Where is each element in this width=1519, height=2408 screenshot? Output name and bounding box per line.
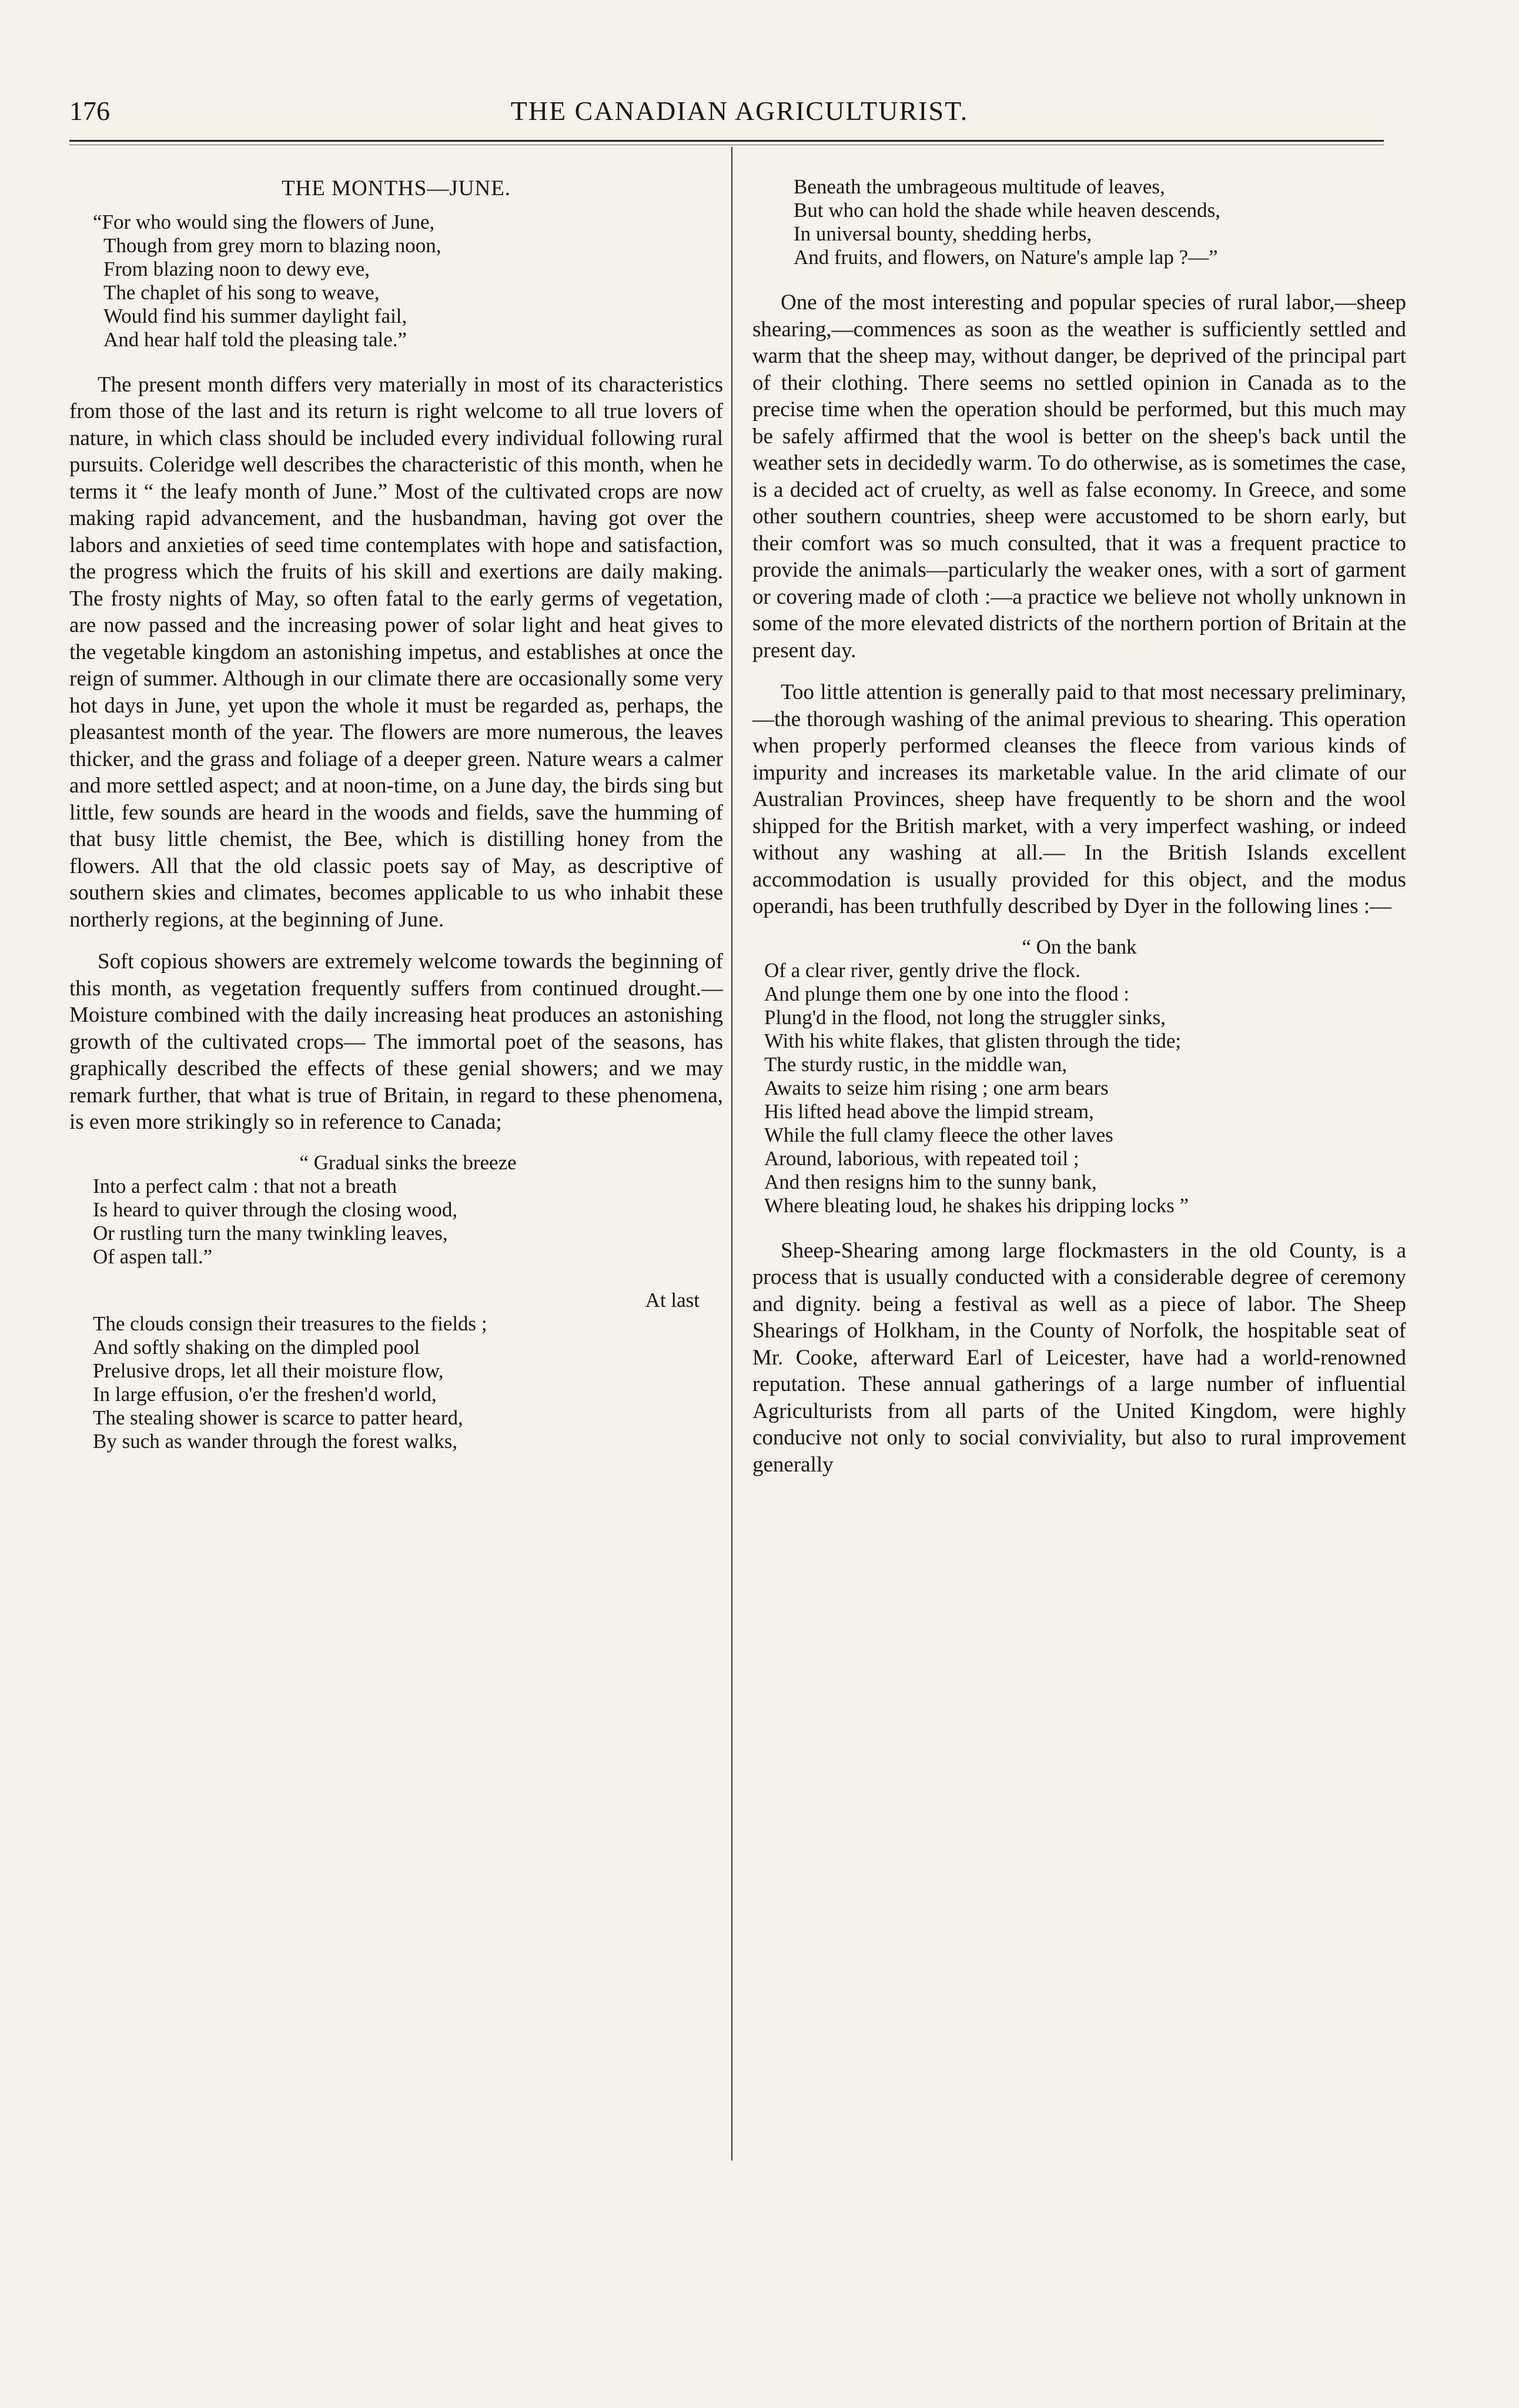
dyer-verse: [752, 935, 1406, 1218]
running-head: THE CANADIAN AGRICULTURIST.: [510, 96, 969, 126]
verse-line: And then resigns him to the sunny bank,: [764, 1170, 1097, 1193]
right-column: [752, 152, 1406, 1493]
page-number: 176: [69, 96, 110, 126]
paragraph: Soft copious showers are extremely welcome towards the beginning of this month, as vegetation frequently suffers from continued drought.—Moisture combined with the daily increasing heat produces an astonishing growth of the cultivated crops— The immortal poet of the seasons, has graphically described the effects of these genial showers; and we may remark further, that what is true of Britain, in regard to these phenomena, is even more strikingly so in reference to Canada;: [69, 949, 723, 1134]
page-header: [69, 95, 1410, 136]
paragraph: Sheep-Shearing among large flockmasters in the old County, is a process that is usually conducted with a considerable degree of ceremony and dignity. being a festival as well as a piece of labor. The Sheep Shearings of Holkham, in the County of Norfolk, the hospitable seat of Mr. Cooke, afterward Earl of Leicester, have had a world-renowned reputation. These annual gatherings of a large number of influential Agriculturists from all parts of the United Kingdom, were highly conducive not only to social conviviality, but also to rural improvement generally: [752, 1238, 1406, 1477]
verse-line: Where bleating loud, he shakes his dripping locks ”: [764, 1193, 1189, 1217]
paragraph: One of the most interesting and popular species of rural labor,—sheep shearing,—commences as soon as the weather is sufficiently settled and warm that the sheep may, without danger, be deprived of the principal part of their clothing. There seems no settled opinion in Canada as to the precise time when the operation should be performed, but this much may be safely affirmed that the wool is better on the sheep's back until the weather sets in decidedly warm. To do otherwise, as is sometimes the case, is a decided act of cruelty, as well as false economy. In Greece, and some other southern countries, sheep were accustomed to be shorn early, but their comfort was so much consulted, that it was a frequent practice to provide the animals—particularly the weaker ones, with a sort of garment or covering made of cloth :—a practice we believe not wholly unknown in some of the more elevated districts of the northern portion of Britain at the present day.: [752, 290, 1406, 663]
paragraph: The present month differs very materially in most of its characteristics from those of the last and its return is right welcome to all true lovers of nature, in which class should be included every individual following rural pursuits. Coleridge well describes the characteristic of this month, when he terms it “ the leafy month of June.” Most of the cultivated crops are now making rapid advancement, and the husbandman, having got over the labors and anxieties of seed time contemplates with hope and satisfaction, the progress which the fruits of his skill and exertions are daily making. The frosty nights of May, so often fatal to the early germs of vegetation, are now passed and the increasing power of solar light and heat gives to the vegetable kingdom an astonishing impetus, and establishes at once the reign of summer. Although in our climate there are occasionally some very hot days in June, yet upon the whole it must be regarded as, perhaps, the pleasantest month of the year. The flowers are more numerous, the leaves thicker, and the grass and foliage of a deeper green. Nature wears a calmer and more settled aspect; and at noon-time, on a June day, the birds sing but little, few sounds are heard in the woods and fields, save the humming of that busy little chemist, the Bee, which is distilling honey from the flowers. All that the old classic poets say of May, as descriptive of southern skies and climates, becomes applicable to us who inhabit these northerly regions, at the beginning of June.: [69, 372, 723, 932]
verse-line: And hear half told the pleasing tale.”: [103, 327, 407, 351]
verse-line: Into a perfect calm : that not a breath: [93, 1174, 397, 1198]
verse-line: Beneath the umbrageous multitude of leaves,: [794, 175, 1165, 198]
verse-line: “ Gradual sinks the breeze: [299, 1151, 517, 1174]
verse-line: Would find his summer daylight fail,: [103, 304, 407, 327]
verse-line: The clouds consign their treasures to the fields ;: [93, 1312, 487, 1335]
opening-verse: [69, 210, 723, 352]
thomson-verse-continued: [69, 1289, 723, 1453]
thomson-verse: [69, 1151, 723, 1269]
verse-line: And fruits, and flowers, on Nature's ample lap ?—”: [794, 246, 1218, 269]
article-title: THE MONTHS—JUNE.: [281, 176, 511, 200]
verse-line: Prelusive drops, let all their moisture flow,: [93, 1359, 444, 1382]
verse-line: In large effusion, o'er the freshen'd world,: [93, 1382, 437, 1406]
verse-line: And softly shaking on the dimpled pool: [93, 1335, 420, 1359]
verse-line: The chaplet of his song to weave,: [103, 280, 380, 304]
header-rule: [69, 140, 1384, 142]
verse-line: Or rustling turn the many twinkling leaves,: [93, 1221, 448, 1245]
verse-line: Though from grey morn to blazing noon,: [103, 233, 441, 257]
verse-line: “For who would sing the flowers of June,: [93, 210, 435, 233]
verse-line: Awaits to seize him rising ; one arm bears: [764, 1076, 1109, 1099]
verse-line: Of aspen tall.”: [93, 1245, 213, 1268]
column-divider: [731, 147, 732, 2160]
verse-line: And plunge them one by one into the flood :: [764, 982, 1130, 1005]
verse-line: In universal bounty, shedding herbs,: [794, 222, 1092, 245]
verse-line: With his white flakes, that glisten through the tide;: [764, 1029, 1182, 1052]
thomson-verse-end: [752, 175, 1406, 269]
verse-line: From blazing noon to dewy eve,: [103, 257, 370, 280]
verse-line: Of a clear river, gently drive the flock.: [764, 958, 1080, 982]
verse-line: By such as wander through the forest walks,: [93, 1429, 458, 1453]
verse-line: The stealing shower is scarce to patter heard,: [93, 1406, 463, 1429]
verse-line: At last: [645, 1288, 700, 1312]
paragraph: Too little attention is generally paid to that most necessary preliminary,—the thorough washing of the animal previous to shearing. This operation when properly performed cleanses the fleece from various kinds of impurity and increases its marketable value. In the arid climate of our Australian Provinces, sheep have frequently to be shorn and the wool shipped for the British market, with a very imperfect washing, or indeed without any washing at all.— In the British Islands excellent accommodation is usually provided for this object, and the modus operandi, has been truthfully described by Dyer in the following lines :—: [752, 680, 1406, 918]
verse-line: Is heard to quiver through the closing wood,: [93, 1198, 458, 1221]
verse-line: But who can hold the shade while heaven descends,: [794, 199, 1221, 222]
verse-line: Around, laborious, with repeated toil ;: [764, 1146, 1079, 1170]
verse-line: While the full clamy fleece the other laves: [764, 1123, 1113, 1146]
verse-line: His lifted head above the limpid stream,: [764, 1099, 1094, 1123]
verse-line: The sturdy rustic, in the middle wan,: [764, 1052, 1068, 1076]
verse-line: “ On the bank: [1022, 935, 1137, 958]
verse-line: Plung'd in the flood, not long the struggler sinks,: [764, 1005, 1166, 1029]
left-column: [69, 152, 723, 1473]
